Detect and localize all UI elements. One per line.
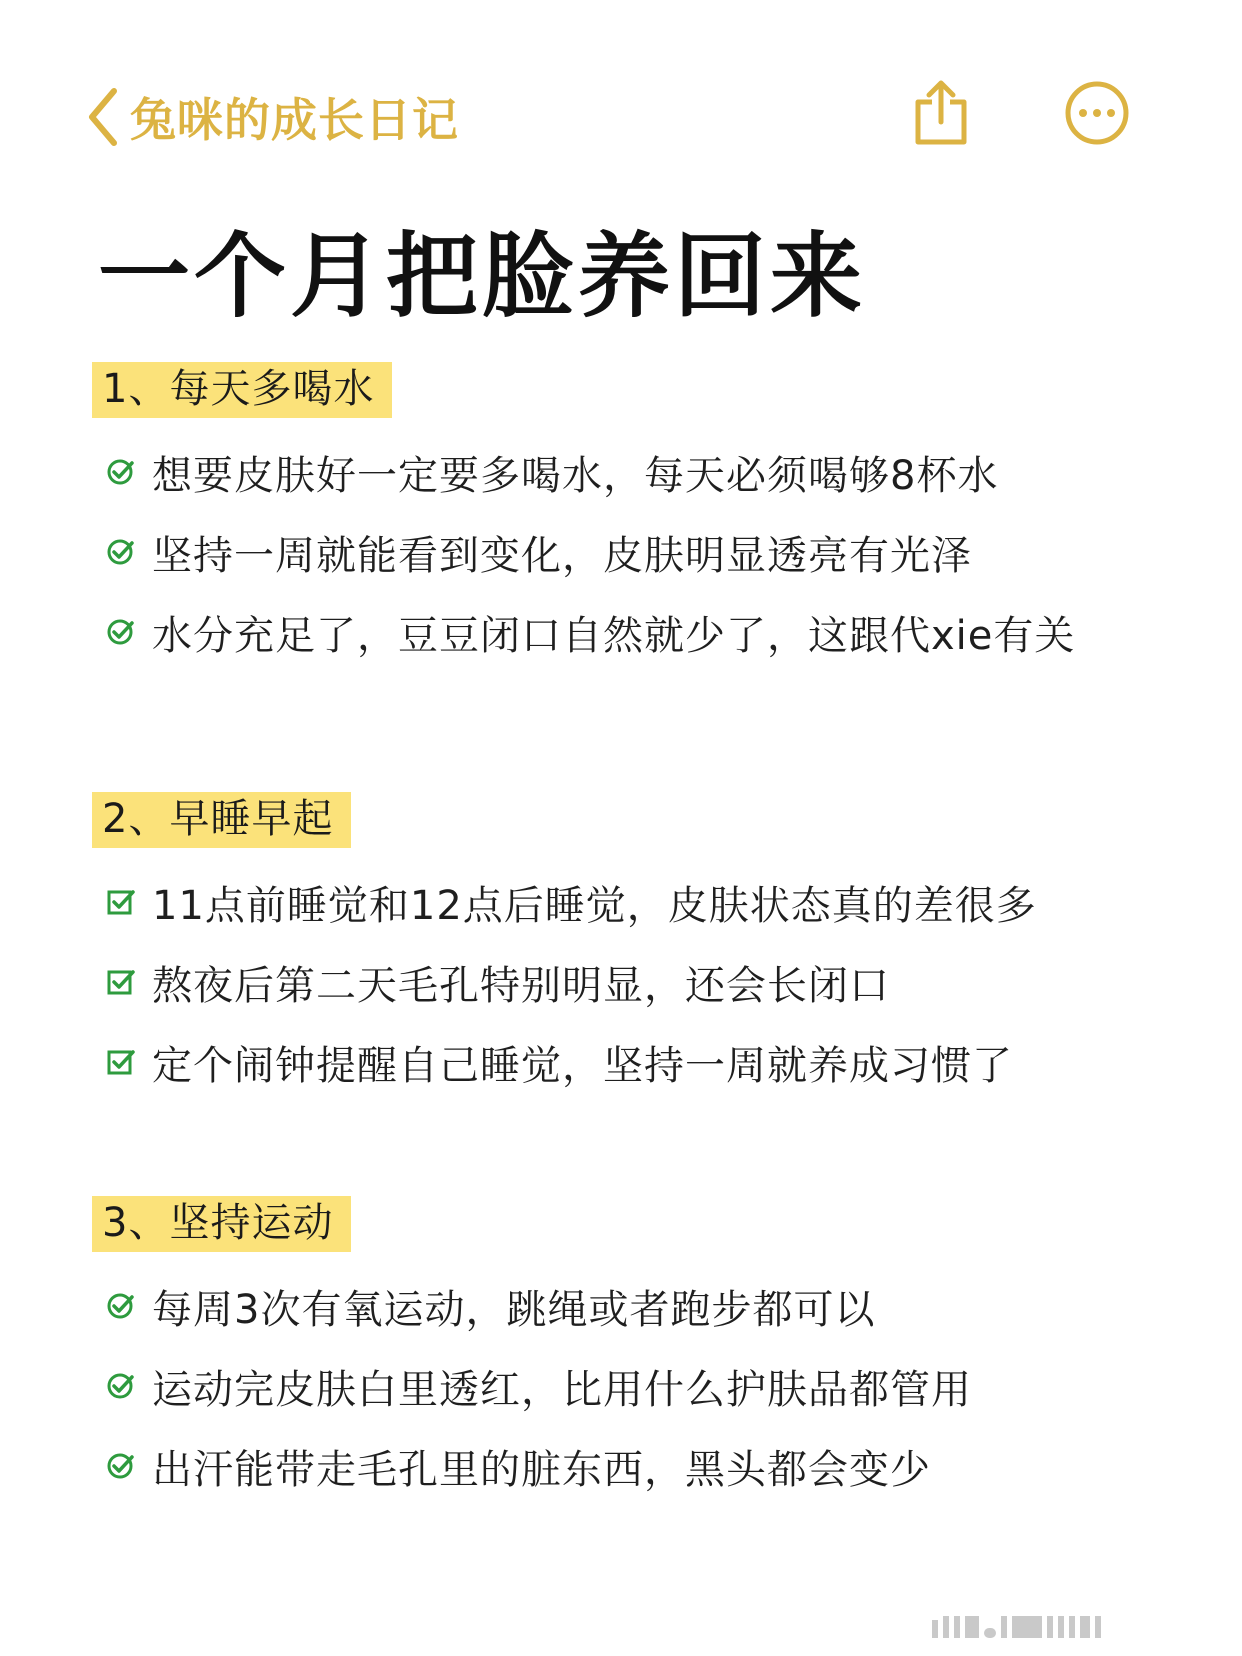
list-item [92,592,1172,672]
section-sleep-early [92,792,1172,1102]
section-drink-water [92,362,1172,672]
list-item [92,942,1172,1022]
share-button[interactable] [912,78,970,152]
chevron-left-icon [86,87,120,147]
list-item [92,1266,1172,1346]
list-item [92,862,1172,942]
item-text: 11点前睡觉和12点后睡觉，皮肤状态真的差很多 [152,882,1037,929]
circle-check-icon [106,1371,136,1401]
square-check-icon [106,887,136,917]
item-list [92,432,1172,672]
watermark [932,1612,1101,1638]
list-item [92,432,1172,512]
circle-check-icon [106,1451,136,1481]
back-label: 兔咪的成长日记 [130,93,459,147]
section-heading: 3、坚持运动 [92,1196,351,1252]
back-button[interactable] [86,84,459,150]
item-text: 想要皮肤好一定要多喝水，每天必须喝够8杯水 [152,452,999,499]
circle-check-icon [106,457,136,487]
more-button[interactable] [1064,80,1130,150]
list-item [92,512,1172,592]
list-item [92,1022,1172,1102]
note-title: 一个月把脸养回来 [98,223,867,330]
circle-check-icon [106,617,136,647]
item-text: 坚持一周就能看到变化，皮肤明显透亮有光泽 [152,532,972,579]
circle-check-icon [106,1291,136,1321]
item-list [92,1266,1172,1506]
item-text: 出汗能带走毛孔里的脏东西，黑头都会变少 [152,1446,931,1493]
item-text: 运动完皮肤白里透红，比用什么护肤品都管用 [152,1366,972,1413]
section-heading: 1、每天多喝水 [92,362,392,418]
share-icon [912,78,970,148]
navigation-bar [0,70,1242,170]
section-heading: 2、早睡早起 [92,792,351,848]
item-text: 熬夜后第二天毛孔特别明显，还会长闭口 [152,962,890,1009]
item-text: 每周3次有氧运动，跳绳或者跑步都可以 [152,1286,876,1333]
list-item [92,1426,1172,1506]
square-check-icon [106,967,136,997]
item-text: 水分充足了，豆豆闭口自然就少了，这跟代xie有关 [152,612,1076,659]
more-icon [1064,80,1130,146]
item-list [92,862,1172,1102]
list-item [92,1346,1172,1426]
section-exercise [92,1196,1172,1506]
square-check-icon [106,1047,136,1077]
item-text: 定个闹钟提醒自己睡觉，坚持一周就养成习惯了 [152,1042,1013,1089]
circle-check-icon [106,537,136,567]
